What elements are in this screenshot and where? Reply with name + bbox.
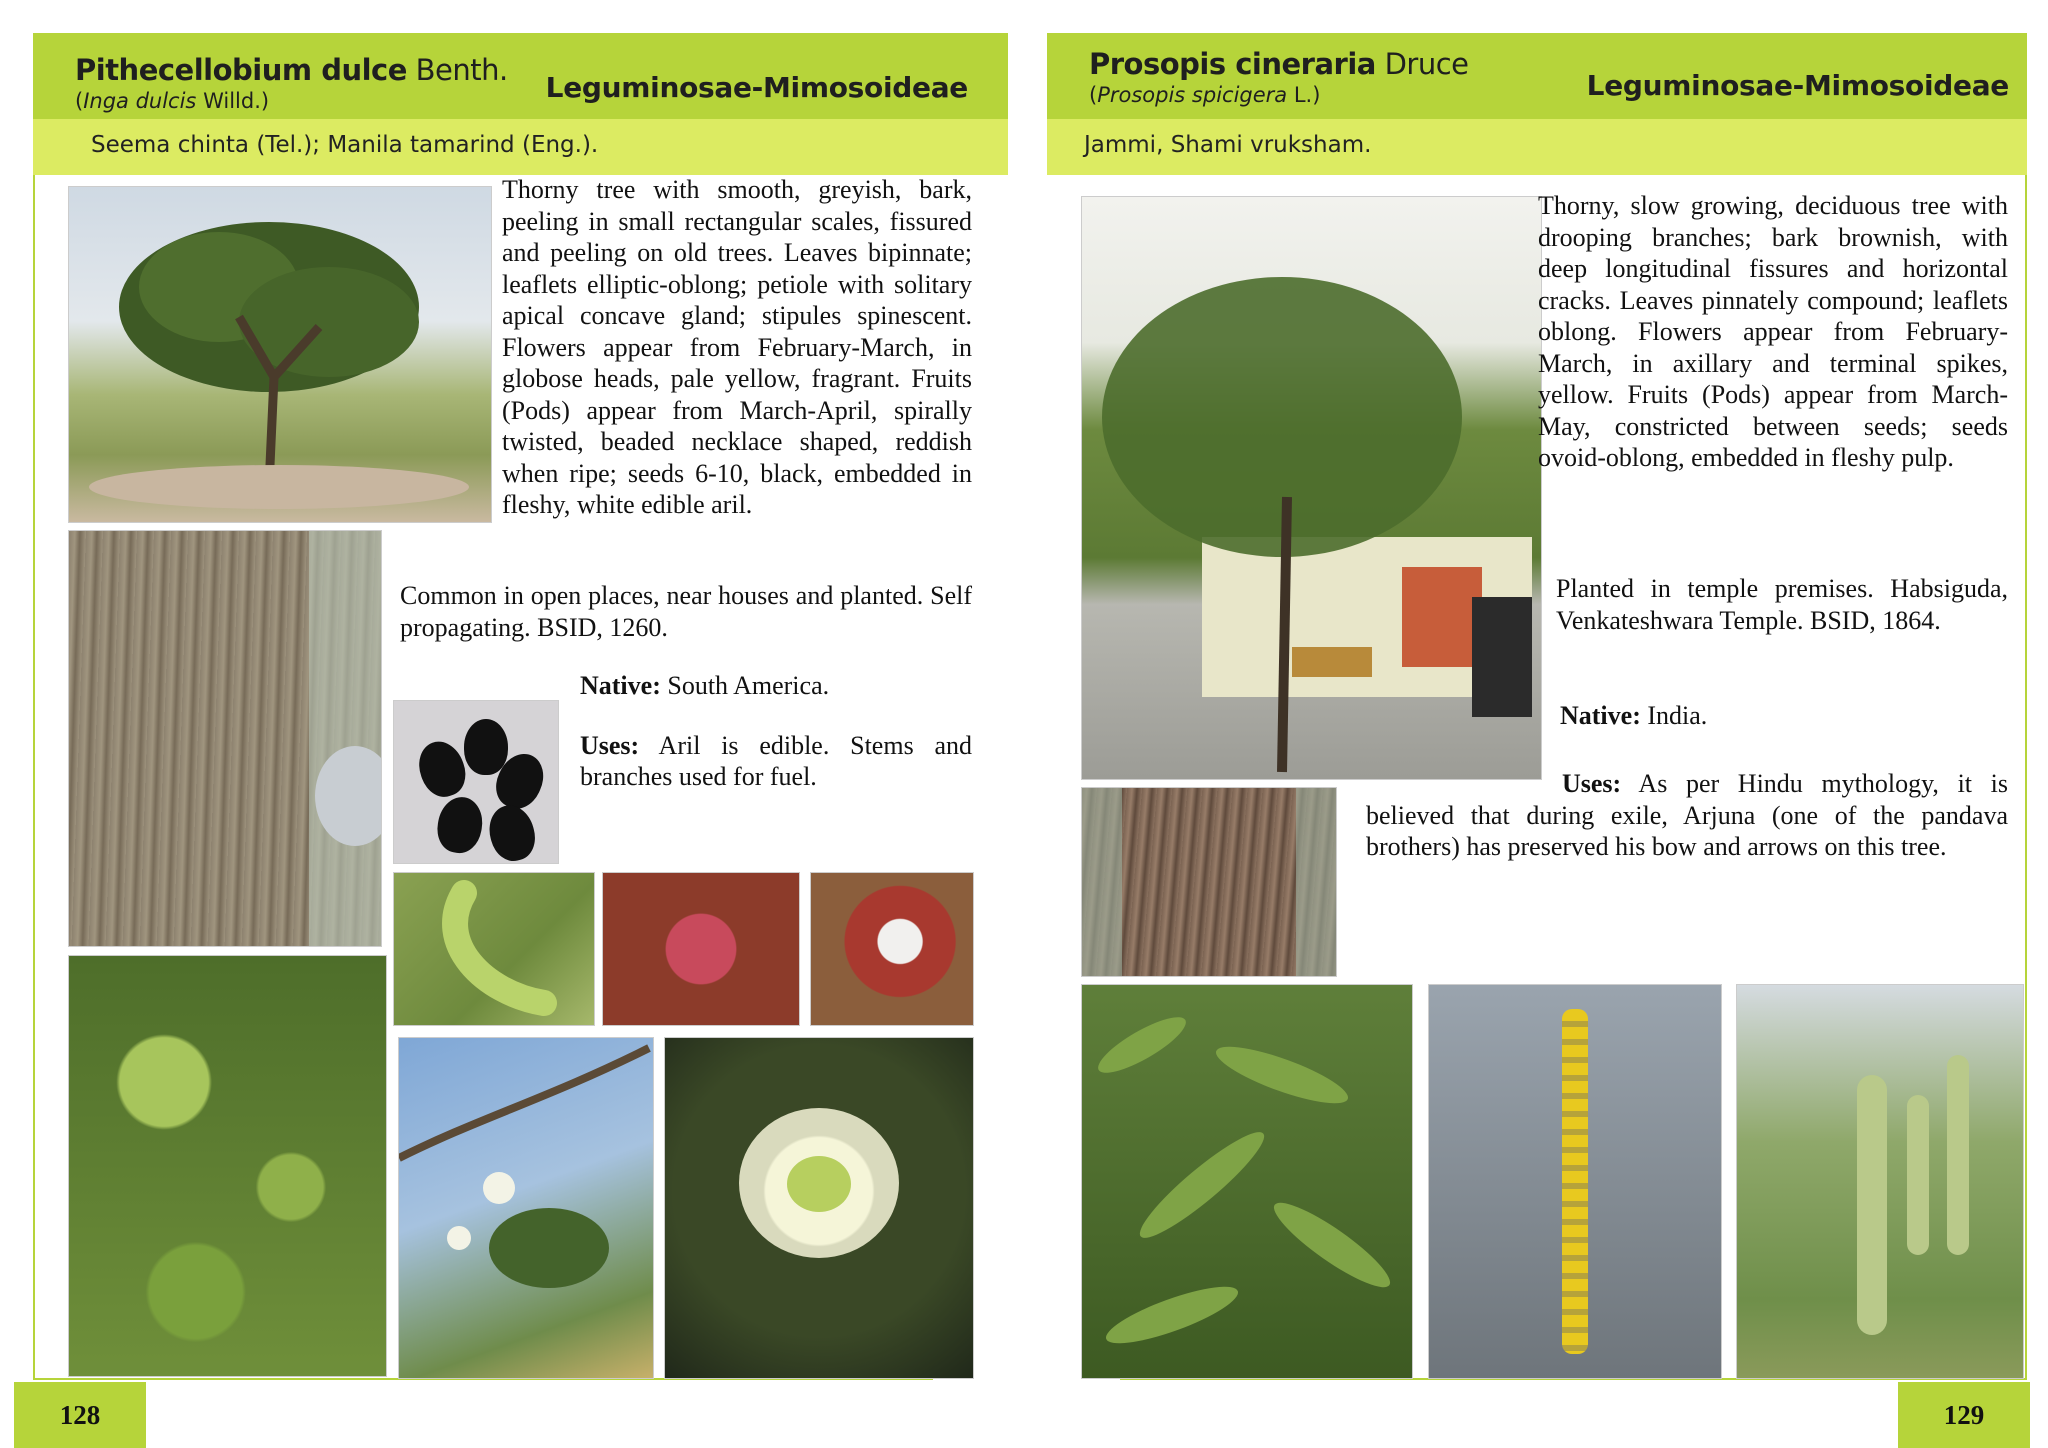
- aril-photo: [810, 872, 974, 1026]
- native-uses-text: [580, 670, 972, 821]
- description-text: [1538, 190, 2008, 502]
- pods-photo: [1736, 984, 2024, 1379]
- flower-center: [787, 1156, 851, 1212]
- leaves-photo: [68, 955, 387, 1377]
- synonym-name: Inga dulcis: [83, 89, 197, 113]
- bark-photo: [68, 530, 382, 947]
- synonym-open: (: [75, 89, 84, 113]
- uses-text: [1366, 768, 2008, 891]
- seed-shape: [484, 800, 541, 864]
- uses-paragraph: [580, 730, 972, 793]
- page-number: 128: [14, 1382, 146, 1448]
- native-value: India.: [1640, 701, 1708, 730]
- pod-shape: [1857, 1075, 1887, 1335]
- frame-line: [33, 175, 35, 1380]
- seed-shape: [433, 794, 486, 857]
- habitat-text: [1556, 573, 2008, 664]
- native-paragraph: [1560, 700, 2008, 732]
- right-page: [1030, 0, 2048, 1448]
- native-label: Native:: [1560, 701, 1641, 730]
- uses-paragraph: [1366, 768, 2008, 863]
- synonym: [75, 89, 269, 113]
- pod-shape: [1907, 1095, 1929, 1255]
- leaves-photo: [1081, 984, 1413, 1379]
- scientific-name: [75, 53, 508, 87]
- native-value: South America.: [660, 671, 830, 700]
- page-number: 129: [1898, 1382, 2030, 1448]
- scientific-name: [1089, 47, 1469, 81]
- branch-illustration: [399, 1038, 653, 1378]
- car-illustration: [69, 531, 381, 946]
- green-pod-illustration: [394, 873, 594, 1025]
- red-pod-photo: [602, 872, 800, 1026]
- common-names-bar: [1047, 119, 2027, 175]
- uses-label: Uses:: [580, 730, 640, 760]
- seeds-photo: [393, 700, 559, 864]
- description-paragraph: Thorny tree with smooth, greyish, bark, peeling in small rectangular scales, fissured and peeling on old trees. Leaves bipinnate; leaflets elliptic-oblong; petiole with solitary apical concave gland; stipules spinescent. Flowers appear from February-March, in globose heads, pale yellow, fragrant. Fruits (Pods) appear from March-April, spirally twisted, beaded necklace shaped, reddish when ripe; seeds 6-10, black, embedded in fleshy, white edible aril.: [502, 175, 972, 519]
- leaves-illustration: [1082, 985, 1412, 1378]
- habitat-text: [400, 580, 972, 671]
- synonym: [1089, 83, 1320, 107]
- native-label: Native:: [580, 671, 661, 700]
- native-text: [1560, 700, 2008, 760]
- flower-closeup-photo: [664, 1037, 974, 1379]
- tree-photo: [68, 186, 492, 523]
- family-name: Leguminosae-Mimosoideae: [1586, 69, 2009, 102]
- common-names-bar: [33, 119, 1008, 175]
- green-pod-photo: [393, 872, 595, 1026]
- flower-branch-photo: [398, 1037, 654, 1379]
- bark-illustration: [1082, 788, 1336, 976]
- uses-value: As per Hindu mythology, it is believed that during exile, Arjuna (one of the pandava brothers) has preserved his bow and arrows on this tree.: [1366, 769, 2008, 861]
- species-header: [33, 33, 1008, 119]
- family-name: Leguminosae-Mimosoideae: [545, 71, 968, 104]
- synonym-name: Prosopis spicigera: [1097, 83, 1288, 107]
- author-text: Druce: [1375, 47, 1469, 81]
- synonym-open: (: [1089, 83, 1098, 107]
- tree-photo: [1081, 196, 1542, 780]
- uses-label: Uses:: [1562, 769, 1622, 798]
- flower-spike-photo: [1428, 984, 1722, 1379]
- scientific-name-text: Pithecellobium dulce: [75, 53, 407, 87]
- tree-illustration: [69, 187, 491, 522]
- left-page: [0, 0, 1018, 1448]
- tree-illustration: [1082, 197, 1541, 779]
- native-paragraph: [580, 670, 972, 702]
- habitat-paragraph: Planted in temple premises. Habsiguda, Venkateshwara Temple. BSID, 1864.: [1556, 574, 2008, 635]
- common-names: Seema chinta (Tel.); Manila tamarind (Eng.).: [91, 132, 599, 158]
- bark-photo: [1081, 787, 1337, 977]
- flower-spike: [1562, 1009, 1588, 1355]
- description-paragraph: Thorny, slow growing, deciduous tree with drooping branches; bark brownish, with deep longitudinal fissures and horizontal cracks. Leaves pinnately compound; leaflets oblong. Flowers appear from February-March, in axillary and terminal spikes, yellow. Fruits (Pods) appear from March-May, constricted between seeds; seeds ovoid-oblong, embedded in fleshy pulp.: [1538, 191, 2008, 472]
- species-header: [1047, 33, 2027, 119]
- description-text: [502, 174, 972, 549]
- habitat-paragraph: Common in open places, near houses and planted. Self propagating. BSID, 1260.: [400, 581, 972, 642]
- frame-line: [2025, 175, 2027, 1380]
- scientific-name-text: Prosopis cineraria: [1089, 47, 1376, 81]
- common-names: Jammi, Shami vruksham.: [1084, 132, 1372, 158]
- synonym-author: L.): [1287, 83, 1321, 107]
- uses-value: Aril is edible. Stems and branches used for fuel.: [580, 730, 972, 791]
- pod-shape: [1947, 1055, 1969, 1255]
- author-text: Benth.: [406, 53, 508, 87]
- synonym-author: Willd.): [196, 89, 270, 113]
